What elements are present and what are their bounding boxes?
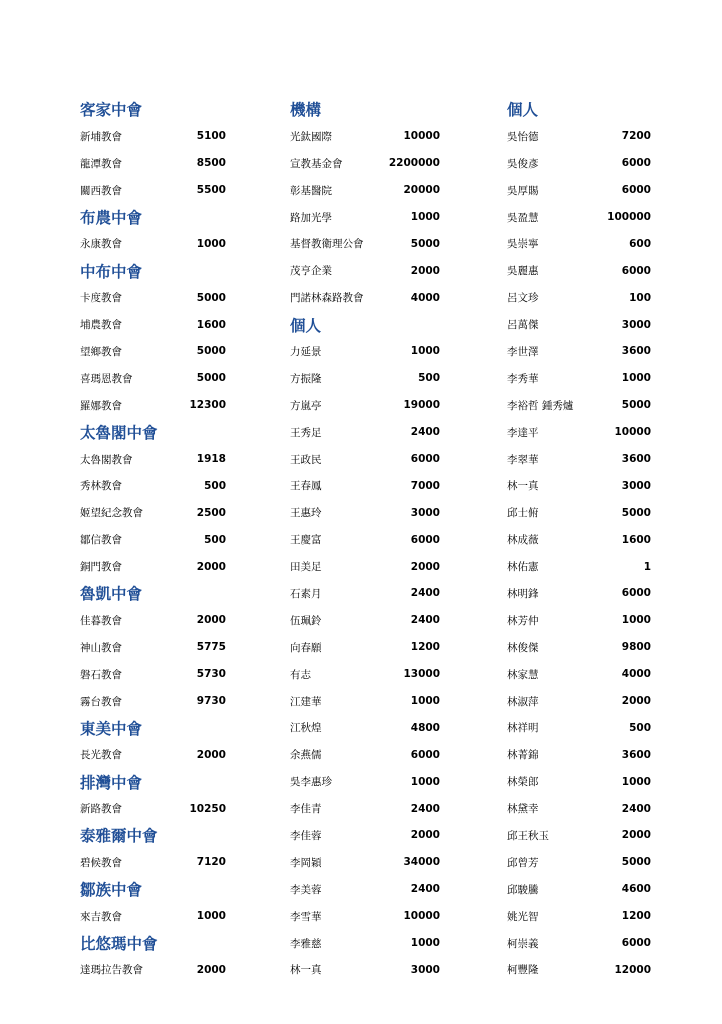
donor-name: 林榮郎: [507, 776, 539, 789]
donation-amount: 500: [204, 479, 226, 492]
donation-amount: 2500: [196, 506, 226, 519]
donation-amount: 1200: [621, 910, 651, 923]
donor-name: 基督教衛理公會: [290, 238, 364, 251]
donation-amount: 9730: [196, 695, 226, 708]
section-heading-text: 鄒族中會: [80, 881, 143, 900]
donor-name: 方振隆: [290, 372, 322, 385]
donor-name: 余燕儒: [290, 749, 322, 762]
donor-row: [507, 688, 651, 715]
donor-row: [507, 957, 651, 984]
section-heading: [80, 580, 226, 607]
donor-row: [507, 177, 651, 204]
donor-row: [290, 204, 440, 231]
donor-name: 林家慧: [507, 668, 539, 681]
donor-row: [507, 795, 651, 822]
donation-amount: 34000: [403, 856, 440, 869]
donor-name: 王秀足: [290, 426, 322, 439]
donation-amount: 12300: [189, 399, 226, 412]
donor-name: 李翠華: [507, 453, 539, 466]
donor-name: 卡度教會: [80, 292, 122, 305]
donor-name: 林明鋒: [507, 587, 539, 600]
donor-row: [290, 472, 440, 499]
donation-amount: 7200: [621, 130, 651, 143]
donor-row: [290, 930, 440, 957]
section-heading-text: 東美中會: [80, 719, 143, 738]
donor-row: [80, 903, 226, 930]
donation-amount: 2000: [410, 264, 440, 277]
donor-row: [80, 392, 226, 419]
donation-amount: 1000: [621, 372, 651, 385]
donor-row: [507, 849, 651, 876]
donation-amount: 1000: [410, 345, 440, 358]
donor-name: 銅門教會: [80, 561, 122, 574]
donation-amount: 100: [629, 291, 651, 304]
donor-name: 吳麗惠: [507, 265, 539, 278]
section-heading: [80, 96, 226, 123]
donation-amount: 1000: [410, 695, 440, 708]
donor-row: [290, 849, 440, 876]
donor-name: 向春願: [290, 641, 322, 654]
donor-row: [507, 526, 651, 553]
donor-name: 吳俊彥: [507, 157, 539, 170]
donor-name: 宣教基金會: [290, 157, 343, 170]
donor-name: 林一真: [507, 480, 539, 493]
donor-name: 邱士俯: [507, 507, 539, 520]
donor-name: 王慶富: [290, 534, 322, 547]
donor-row: [507, 284, 651, 311]
donor-row: [507, 714, 651, 741]
donor-name: 林一真: [290, 964, 322, 977]
donor-name: 王惠玲: [290, 507, 322, 520]
donor-name: 江秋煌: [290, 722, 322, 735]
donor-row: [290, 446, 440, 473]
donation-amount: 6000: [410, 533, 440, 546]
donor-name: 吳盈慧: [507, 211, 539, 224]
donor-name: 新路教會: [80, 803, 122, 816]
donor-row: [290, 957, 440, 984]
column-individuals: [507, 96, 651, 983]
donation-amount: 3000: [621, 479, 651, 492]
section-heading: [80, 714, 226, 741]
donor-row: [80, 365, 226, 392]
donation-amount: 2400: [410, 426, 440, 439]
donor-row: [290, 553, 440, 580]
section-heading-text: 魯凱中會: [80, 585, 143, 604]
donor-name: 李佳青: [290, 803, 322, 816]
donor-name: 柯崇義: [507, 937, 539, 950]
section-heading: [290, 311, 440, 338]
donation-amount: 4800: [410, 721, 440, 734]
donor-row: [507, 634, 651, 661]
donor-row: [80, 311, 226, 338]
donor-name: 江建華: [290, 695, 322, 708]
donor-row: [80, 338, 226, 365]
donor-name: 呂萬傑: [507, 319, 539, 332]
donation-amount: 3600: [621, 345, 651, 358]
donor-name: 姚光智: [507, 910, 539, 923]
donation-amount: 2400: [621, 802, 651, 815]
donation-amount: 5000: [621, 856, 651, 869]
donor-name: 鄒信教會: [80, 534, 122, 547]
donor-row: [80, 634, 226, 661]
donor-name: 龍潭教會: [80, 157, 122, 170]
section-heading: [507, 96, 651, 123]
donor-name: 門諾林森路教會: [290, 292, 364, 305]
donation-amount: 6000: [621, 264, 651, 277]
donor-name: 李岡穎: [290, 856, 322, 869]
donor-row: [507, 392, 651, 419]
donor-name: 有志: [290, 668, 311, 681]
donor-name: 姬望紀念教會: [80, 507, 143, 520]
donor-row: [290, 177, 440, 204]
donation-amount: 1200: [410, 641, 440, 654]
donor-row: [290, 661, 440, 688]
donation-amount: 2200000: [388, 157, 440, 170]
donor-name: 李世澤: [507, 345, 539, 358]
donor-name: 李秀華: [507, 372, 539, 385]
donor-row: [507, 311, 651, 338]
donation-amount: 6000: [621, 587, 651, 600]
donation-amount: 7000: [410, 479, 440, 492]
donor-name: 秀林教會: [80, 480, 122, 493]
section-heading: [80, 768, 226, 795]
donation-amount: 6000: [621, 937, 651, 950]
donor-row: [290, 634, 440, 661]
donor-name: 吳崇寧: [507, 238, 539, 251]
donor-row: [507, 580, 651, 607]
donation-amount: 7120: [196, 856, 226, 869]
donor-row: [80, 177, 226, 204]
section-heading: [80, 822, 226, 849]
donation-amount: 1600: [621, 533, 651, 546]
donor-name: 林俊傑: [507, 641, 539, 654]
donation-amount: 5000: [621, 399, 651, 412]
donor-row: [507, 553, 651, 580]
donor-row: [290, 580, 440, 607]
donor-row: [290, 903, 440, 930]
donor-name: 吳怡德: [507, 130, 539, 143]
donor-row: [290, 822, 440, 849]
donation-amount: 1600: [196, 318, 226, 331]
donor-name: 王春鳳: [290, 480, 322, 493]
donor-row: [507, 204, 651, 231]
donor-name: 達瑪拉告教會: [80, 964, 143, 977]
donation-amount: 6000: [621, 157, 651, 170]
donor-name: 太魯閣教會: [80, 453, 133, 466]
donation-amount: 3000: [410, 963, 440, 976]
donation-amount: 100000: [607, 211, 651, 223]
donor-row: [507, 768, 651, 795]
donation-amount: 5730: [196, 668, 226, 681]
donation-amount: 2400: [410, 802, 440, 815]
donation-amount: 5000: [196, 372, 226, 385]
donor-row: [290, 714, 440, 741]
donation-amount: 5100: [196, 130, 226, 143]
donation-amount: 2400: [410, 587, 440, 600]
donor-row: [507, 123, 651, 150]
donor-row: [290, 876, 440, 903]
donation-amount: 2000: [410, 560, 440, 573]
donor-row: [290, 284, 440, 311]
donation-amount: 3600: [621, 748, 651, 761]
donation-amount: 2000: [196, 560, 226, 573]
donation-amount: 1918: [196, 453, 226, 466]
donor-row: [507, 499, 651, 526]
donor-row: [290, 257, 440, 284]
donor-name: 田美足: [290, 561, 322, 574]
donor-row: [80, 553, 226, 580]
donor-row: [507, 930, 651, 957]
donation-amount: 1000: [621, 614, 651, 627]
donation-amount: 13000: [403, 668, 440, 681]
donor-row: [290, 795, 440, 822]
donation-amount: 1000: [621, 775, 651, 788]
donor-row: [80, 795, 226, 822]
donor-row: [290, 607, 440, 634]
donor-name: 力延景: [290, 345, 322, 358]
donation-amount: 500: [418, 372, 440, 385]
section-heading-text: 泰雅爾中會: [80, 827, 158, 846]
section-heading-text: 客家中會: [80, 101, 143, 120]
donor-name: 林芳仲: [507, 614, 539, 627]
donor-row: [80, 661, 226, 688]
donor-row: [290, 688, 440, 715]
donation-amount: 3000: [410, 506, 440, 519]
donor-name: 佳暮教會: [80, 614, 122, 627]
donor-name: 呂文珍: [507, 292, 539, 305]
donation-amount: 1000: [410, 211, 440, 223]
donor-row: [80, 446, 226, 473]
donation-amount: 2000: [196, 963, 226, 976]
donation-amount: 2000: [196, 614, 226, 627]
donation-amount: 2000: [196, 748, 226, 761]
donor-name: 茂亨企業: [290, 265, 332, 278]
section-heading-text: 個人: [290, 316, 322, 335]
donation-amount: 1000: [410, 775, 440, 788]
donation-amount: 500: [204, 533, 226, 546]
donor-row: [80, 499, 226, 526]
donor-row: [290, 123, 440, 150]
donor-row: [80, 688, 226, 715]
donor-name: 李雪華: [290, 910, 322, 923]
donation-amount: 3000: [621, 318, 651, 331]
donor-row: [507, 661, 651, 688]
donation-amount: 10000: [403, 130, 440, 143]
section-heading: [80, 930, 226, 957]
donor-name: 霧台教會: [80, 695, 122, 708]
section-heading-text: 個人: [507, 101, 539, 120]
donor-name: 新埔教會: [80, 130, 122, 143]
donation-amount: 1000: [196, 237, 226, 250]
donor-row: [507, 257, 651, 284]
donor-name: 方嵐亭: [290, 399, 322, 412]
donation-amount: 4000: [410, 291, 440, 304]
donation-amount: 5000: [196, 345, 226, 358]
donor-name: 永康教會: [80, 238, 122, 251]
section-heading-text: 比悠瑪中會: [80, 935, 158, 954]
donor-name: 邱曾芳: [507, 856, 539, 869]
section-heading-text: 中布中會: [80, 262, 143, 281]
donor-row: [290, 150, 440, 177]
donor-row: [507, 230, 651, 257]
donor-row: [290, 365, 440, 392]
donor-row: [507, 876, 651, 903]
donor-name: 李佳蓉: [290, 829, 322, 842]
donation-amount: 8500: [196, 157, 226, 170]
donation-amount: 1000: [196, 910, 226, 923]
donation-amount: 4000: [621, 668, 651, 681]
donor-row: [290, 392, 440, 419]
donor-name: 李裕哲 鍾秀爐: [507, 399, 574, 412]
section-heading-text: 排灣中會: [80, 773, 143, 792]
donation-amount: 2000: [410, 829, 440, 842]
donor-row: [290, 526, 440, 553]
section-heading-text: 機構: [290, 101, 322, 120]
donor-row: [507, 472, 651, 499]
section-heading-text: 太魯閣中會: [80, 424, 158, 443]
donor-row: [80, 284, 226, 311]
donor-row: [80, 123, 226, 150]
donor-name: 邱王秋玉: [507, 829, 549, 842]
section-heading: [80, 257, 226, 284]
donor-row: [507, 338, 651, 365]
donor-row: [507, 822, 651, 849]
donor-row: [507, 419, 651, 446]
donor-row: [507, 446, 651, 473]
donor-name: 林淑萍: [507, 695, 539, 708]
donor-row: [507, 365, 651, 392]
donor-row: [80, 230, 226, 257]
donor-name: 李美蓉: [290, 883, 322, 896]
donation-amount: 10000: [403, 910, 440, 923]
column-organizations-individuals: [290, 96, 440, 983]
donor-row: [290, 768, 440, 795]
donor-row: [80, 607, 226, 634]
donation-amount: 1: [643, 560, 651, 573]
donor-name: 吳厚賜: [507, 184, 539, 197]
donation-amount: 5000: [410, 237, 440, 250]
donation-amount: 2400: [410, 883, 440, 896]
donor-name: 王政民: [290, 453, 322, 466]
donor-row: [507, 607, 651, 634]
donation-amount: 2400: [410, 614, 440, 627]
donor-name: 碧候教會: [80, 856, 122, 869]
donor-name: 神山教會: [80, 641, 122, 654]
donation-amount: 10000: [614, 426, 651, 439]
donation-amount: 9800: [621, 641, 651, 654]
donation-amount: 6000: [410, 748, 440, 761]
donation-amount: 5000: [621, 506, 651, 519]
donor-row: [80, 472, 226, 499]
section-heading: [80, 204, 226, 231]
column-churches: [80, 96, 226, 983]
donor-row: [80, 957, 226, 984]
donation-amount: 1000: [410, 937, 440, 950]
donation-amount: 10250: [189, 802, 226, 815]
donor-name: 長光教會: [80, 749, 122, 762]
donor-name: 李雅慈: [290, 937, 322, 950]
donor-name: 伍珮鈴: [290, 614, 322, 627]
donation-amount: 19000: [403, 399, 440, 412]
donor-name: 柯豐隆: [507, 964, 539, 977]
donation-amount: 6000: [410, 453, 440, 466]
donor-name: 光鈦國際: [290, 130, 332, 143]
donation-amount: 4600: [621, 883, 651, 896]
donor-name: 望鄉教會: [80, 345, 122, 358]
donor-name: 李達平: [507, 426, 539, 439]
donor-name: 林佑憲: [507, 561, 539, 574]
donor-name: 林菁錦: [507, 749, 539, 762]
donor-row: [507, 741, 651, 768]
donor-name: 路加光學: [290, 211, 332, 224]
donor-name: 彰基醫院: [290, 184, 332, 197]
donor-row: [80, 849, 226, 876]
donation-amount: 3600: [621, 453, 651, 466]
donor-row: [80, 150, 226, 177]
donor-name: 喜瑪恩教會: [80, 372, 133, 385]
donor-row: [290, 230, 440, 257]
donation-amount: 6000: [621, 184, 651, 197]
donor-name: 埔農教會: [80, 319, 122, 332]
donor-name: 林成薇: [507, 534, 539, 547]
donation-amount: 500: [629, 721, 651, 734]
donor-name: 林祥明: [507, 722, 539, 735]
donation-amount: 2000: [621, 829, 651, 842]
donor-name: 石素月: [290, 587, 322, 600]
donation-amount: 2000: [621, 695, 651, 708]
donation-amount: 5500: [196, 184, 226, 197]
section-heading-text: 布農中會: [80, 209, 143, 227]
donation-amount: 600: [629, 237, 651, 250]
donor-name: 羅娜教會: [80, 399, 122, 412]
donation-amount: 20000: [403, 184, 440, 197]
donor-row: [290, 419, 440, 446]
donor-row: [507, 903, 651, 930]
donor-row: [290, 338, 440, 365]
donor-row: [80, 741, 226, 768]
donor-name: 林黛幸: [507, 803, 539, 816]
donor-name: 吳李惠珍: [290, 776, 332, 789]
donor-name: 邱駿騰: [507, 883, 539, 896]
donation-amount: 5775: [196, 641, 226, 654]
donor-row: [80, 526, 226, 553]
donor-name: 來吉教會: [80, 910, 122, 923]
donor-row: [290, 741, 440, 768]
donor-row: [290, 499, 440, 526]
donor-name: 磐石教會: [80, 668, 122, 681]
section-heading: [80, 419, 226, 446]
donation-amount: 12000: [614, 963, 651, 976]
donor-name: 關西教會: [80, 184, 122, 197]
section-heading: [80, 876, 226, 903]
donor-row: [507, 150, 651, 177]
section-heading: [290, 96, 440, 123]
donation-amount: 5000: [196, 291, 226, 304]
